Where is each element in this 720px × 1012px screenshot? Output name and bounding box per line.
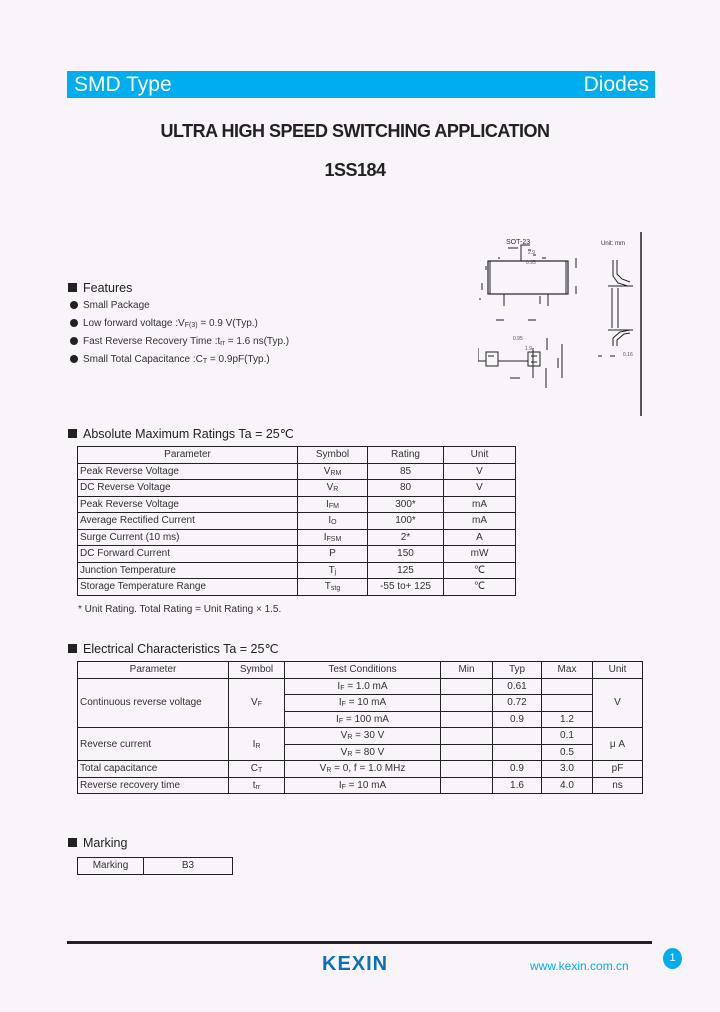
- abs-max-heading: Absolute Maximum Ratings Ta = 25℃: [68, 426, 294, 441]
- svg-text:0.16: 0.16: [623, 352, 633, 358]
- features-heading: Features: [68, 281, 132, 295]
- package-outline-diagram: [478, 228, 678, 420]
- table-row: Storage Temperature Range $T_{stg}$ -55 to+ 125 ℃: [78, 579, 516, 596]
- feature-item: Small Total Capacitance $:C_T = 0.9pF(Typ.)$: [70, 354, 270, 365]
- svg-text:2.9: 2.9: [528, 250, 535, 256]
- table-header-row: Parameter Symbol Rating Unit: [78, 447, 516, 464]
- table-row: $I_F = 100$ mA 0.9 1.2: [78, 711, 643, 728]
- feature-item: Small Package: [70, 300, 150, 311]
- package-label: SOT-23: [506, 239, 531, 246]
- svg-text:0.95: 0.95: [513, 336, 523, 342]
- table-header-row: Parameter Symbol Test Conditions Min Typ Max Unit: [78, 662, 643, 679]
- table-row: Peak Reverse Voltage $I_{FM}$ 300* mA: [78, 496, 516, 513]
- bullet-icon: [70, 355, 78, 363]
- square-bullet-icon: [68, 644, 77, 653]
- header-bar: [67, 71, 655, 98]
- table-row: Junction Temperature $T_j$ 125 ℃: [78, 562, 516, 579]
- table-row: Continuous reverse voltage $V_F$ $I_F = 1.0$ mA 0.61 V: [78, 678, 643, 695]
- document-title: ULTRA HIGH SPEED SWITCHING APPLICATION: [160, 121, 550, 141]
- svg-text:1.9: 1.9: [525, 346, 532, 352]
- square-bullet-icon: [68, 838, 77, 847]
- table-row: $V_R = 80$ V 0.5: [78, 744, 643, 761]
- bullet-icon: [70, 337, 78, 345]
- abs-max-footnote: * Unit Rating. Total Rating = Unit Rating × 1.5.: [78, 604, 282, 615]
- marking-table: [77, 857, 233, 875]
- elec-heading: Electrical Characteristics Ta = 25℃: [68, 641, 278, 656]
- table-row: Peak Reverse Voltage $V_{RM}$ 85 V: [78, 463, 516, 480]
- part-number: 1SS184: [324, 160, 386, 180]
- table-row: Marking B3: [78, 858, 233, 875]
- feature-item: Fast Reverse Recovery Time $:t_{rr} = 1.6$ ns(Typ.): [70, 336, 289, 347]
- website-link[interactable]: www.kexin.com.cn: [530, 959, 629, 973]
- table-row: Surge Current (10 ms) $I_{FSM}$ 2* A: [78, 529, 516, 546]
- svg-text:0.95: 0.95: [526, 260, 536, 266]
- kexin-logo: KEXIN: [322, 953, 389, 975]
- unit-label: Unit: mm: [601, 241, 625, 247]
- footer-divider: [67, 941, 652, 944]
- page-number-badge: 1: [663, 948, 682, 969]
- electrical-characteristics-table: [77, 661, 643, 794]
- abs-max-table: [77, 446, 516, 596]
- square-bullet-icon: [68, 429, 77, 438]
- table-row: Reverse recovery time $t_{rr}$ $I_F = 10$ mA 1.6 4.0 ns: [78, 777, 643, 794]
- square-bullet-icon: [68, 283, 77, 292]
- bullet-icon: [70, 301, 78, 309]
- header-left: SMD Type: [74, 73, 172, 96]
- table-row: Reverse current $I_R$ $V_R = 30$ V 0.1 μ A: [78, 728, 643, 745]
- table-row: DC Reverse Voltage $V_R$ 80 V: [78, 480, 516, 497]
- table-row: DC Forward Current P 150 mW: [78, 546, 516, 563]
- feature-item: Low forward voltage $:V_{F(3)} = 0.9$ V(Typ.): [70, 318, 258, 329]
- marking-heading: Marking: [68, 836, 127, 850]
- bullet-icon: [70, 319, 78, 327]
- table-row: Average Rectified Current $I_O$ 100* mA: [78, 513, 516, 530]
- header-right: Diodes: [583, 73, 649, 96]
- table-row: $I_F = 10$ mA 0.72: [78, 695, 643, 712]
- table-row: Total capacitance $C_T$ $V_R = 0$, f = 1.0 MHz 0.9 3.0 pF: [78, 761, 643, 778]
